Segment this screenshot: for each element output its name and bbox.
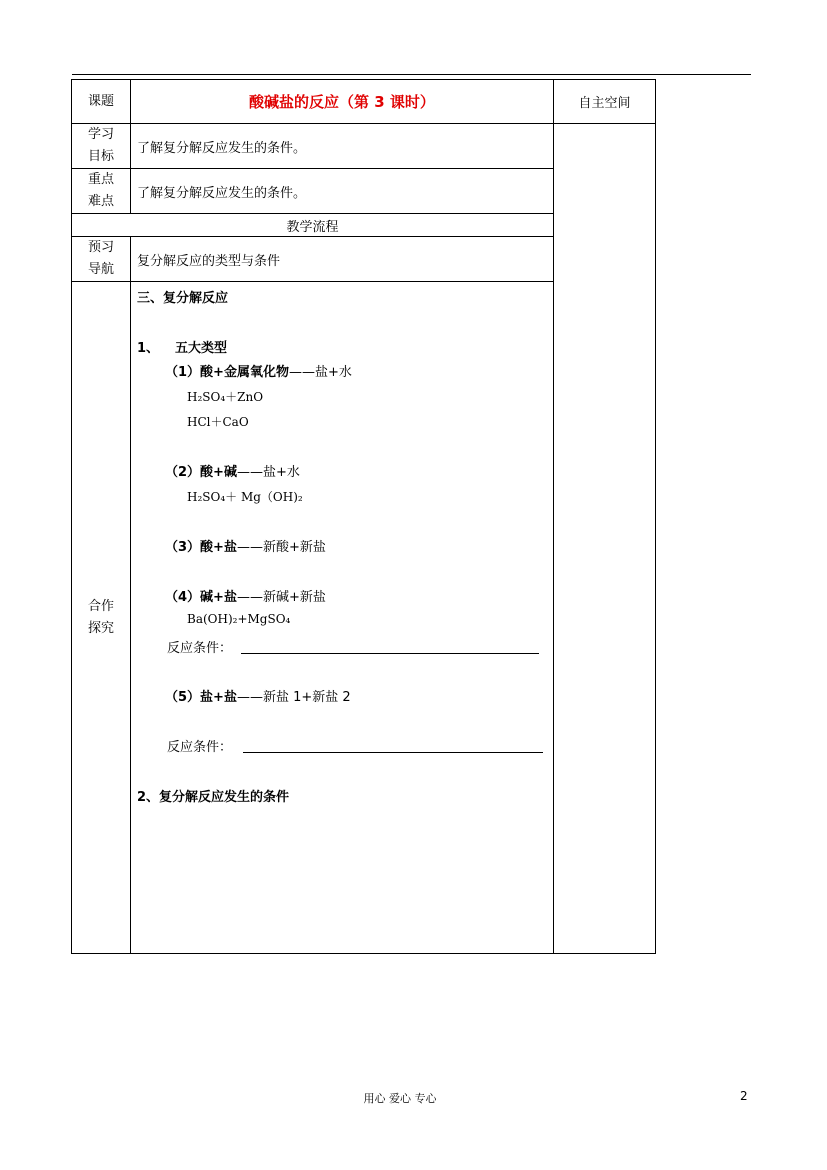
keypoint-label: [72, 169, 131, 214]
type3-line: [165, 536, 326, 555]
type2-line: [165, 461, 300, 480]
type5-condition-blank: [243, 752, 543, 753]
cooperation-label-line1: 合作: [87, 598, 114, 614]
type5-head: （5）盐+盐: [165, 690, 237, 705]
preview-label: [72, 237, 131, 282]
type4-line: [165, 586, 326, 605]
sub2-title: 2、复分解反应发生的条件: [137, 790, 290, 805]
type5-line: [165, 686, 351, 705]
objective-label: [72, 124, 131, 169]
lesson-title: 酸碱盐的反应（第 3 课时）: [131, 80, 554, 124]
preview-label-line1: 预习: [87, 240, 114, 255]
objective-text: 了解复分解反应发生的条件。: [131, 124, 554, 169]
objective-label-line2: 目标: [87, 149, 114, 164]
type4-condition-label: 反应条件：: [167, 641, 233, 656]
type1-equation-2: HCl＋CaO: [187, 415, 249, 429]
type5-condition-label: 反应条件：: [167, 740, 233, 755]
type3-tail: ——新酸+新盐: [236, 540, 326, 555]
type2-equation-1: H₂SO₄＋ Mg（OH)₂: [187, 490, 303, 504]
topic-label: 课题: [72, 80, 131, 124]
lesson-plan-table: [71, 79, 656, 954]
footer-motto: 用心 爱心 专心: [363, 1092, 437, 1105]
preview-label-line2: 导航: [87, 262, 114, 277]
page-number: 2: [740, 1089, 748, 1103]
keypoint-text: 了解复分解反应发生的条件。: [131, 169, 554, 214]
teaching-flow-title: 教学流程: [72, 214, 554, 237]
type1-equation-1: H₂SO₄＋ZnO: [187, 390, 264, 404]
type5-tail: ——新盐 1+新盐 2: [236, 690, 351, 705]
self-space-column: [554, 124, 656, 954]
sub1-number: 1、: [137, 341, 160, 356]
type4-equation-1: Ba(OH)₂+MgSO₄: [187, 612, 291, 626]
header-rule: [72, 74, 751, 75]
preview-text: 复分解反应的类型与条件: [131, 237, 554, 282]
sub1-title: 五大类型: [175, 341, 228, 356]
type4-condition-blank: [241, 653, 539, 654]
title-row: [72, 80, 656, 124]
type2-tail: ——盐+水: [236, 465, 300, 480]
type4-head: （4）碱+盐: [165, 590, 237, 605]
section-title: 三、复分解反应: [137, 291, 229, 306]
type1-head: （1）酸+金属氧化物: [165, 365, 289, 380]
type4-tail: ——新碱+新盐: [236, 590, 326, 605]
objective-row: [72, 124, 656, 169]
cooperation-content: [131, 282, 554, 954]
self-space-header: 自主空间: [554, 80, 656, 124]
type2-head: （2）酸+碱: [165, 465, 237, 480]
keypoint-label-line2: 难点: [87, 194, 114, 209]
type1-line: [165, 361, 352, 380]
cooperation-label-line2: 探究: [87, 620, 114, 636]
objective-label-line1: 学习: [87, 127, 114, 142]
cooperation-label: [72, 282, 131, 954]
type1-tail: ——盐+水: [288, 365, 352, 380]
type3-head: （3）酸+盐: [165, 540, 237, 555]
keypoint-label-line1: 重点: [87, 172, 114, 187]
